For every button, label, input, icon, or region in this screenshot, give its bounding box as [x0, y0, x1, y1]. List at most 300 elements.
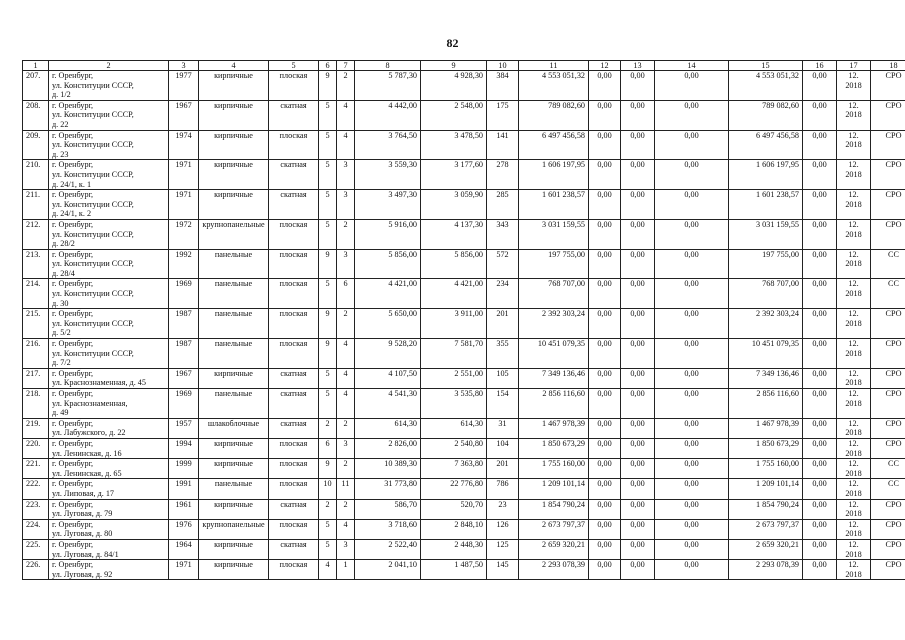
cost-local-cell: 0,00 [655, 438, 729, 458]
address-cell: г. Оренбург, ул. Краснознаменная, д. 45 [49, 368, 169, 388]
funding-method-cell: СС [871, 459, 905, 479]
year-cell: 1991 [169, 479, 199, 499]
entrances-cell: 4 [337, 339, 355, 369]
wall-material-cell: панельные [199, 339, 269, 369]
entrances-cell: 4 [337, 519, 355, 539]
roof-type-cell: плоская [269, 219, 319, 249]
total-area-cell: 4 541,30 [355, 389, 421, 419]
header-cell: 6 [319, 61, 337, 71]
cost-other-cell: 0,00 [803, 499, 837, 519]
funding-method-cell: СРО [871, 368, 905, 388]
cost-budget-cell: 0,00 [621, 438, 655, 458]
header-cell: 3 [169, 61, 199, 71]
cost-local-cell: 0,00 [655, 71, 729, 101]
cost-local-cell: 0,00 [655, 339, 729, 369]
floors-cell: 5 [319, 368, 337, 388]
year-cell: 1967 [169, 368, 199, 388]
address-cell: г. Оренбург, ул. Конституции СССР, д. 23 [49, 130, 169, 160]
address-cell: г. Оренбург, ул. Конституции СССР, д. 1/2 [49, 71, 169, 101]
total-cost-cell: 2 673 797,37 [519, 519, 589, 539]
wall-material-cell: шлакоблочные [199, 418, 269, 438]
cost-owners-cell: 1 755 160,00 [729, 459, 803, 479]
plan-date-cell: 12. 2018 [837, 309, 871, 339]
row-number-cell: 209. [23, 130, 49, 160]
plan-date-cell: 12. 2018 [837, 479, 871, 499]
plan-date-cell: 12. 2018 [837, 519, 871, 539]
row-number-cell: 224. [23, 519, 49, 539]
funding-method-cell: СРО [871, 339, 905, 369]
header-row [23, 61, 905, 71]
total-cost-cell: 1 755 160,00 [519, 459, 589, 479]
cost-fund-cell: 0,00 [589, 249, 621, 279]
address-cell: г. Оренбург, ул. Луговая, д. 84/1 [49, 539, 169, 559]
year-cell: 1969 [169, 389, 199, 419]
year-cell: 1964 [169, 539, 199, 559]
residents-cell: 31 [487, 418, 519, 438]
entrances-cell: 2 [337, 418, 355, 438]
entrances-cell: 6 [337, 279, 355, 309]
year-cell: 1957 [169, 418, 199, 438]
living-area-cell: 3 059,90 [421, 190, 487, 220]
year-cell: 1971 [169, 560, 199, 580]
header-cell: 7 [337, 61, 355, 71]
cost-local-cell: 0,00 [655, 160, 729, 190]
wall-material-cell: кирпичные [199, 560, 269, 580]
cost-fund-cell: 0,00 [589, 418, 621, 438]
roof-type-cell: скатная [269, 190, 319, 220]
row-number-cell: 214. [23, 279, 49, 309]
cost-local-cell: 0,00 [655, 560, 729, 580]
total-cost-cell: 3 031 159,55 [519, 219, 589, 249]
row-number-cell: 226. [23, 560, 49, 580]
living-area-cell: 2 848,10 [421, 519, 487, 539]
cost-local-cell: 0,00 [655, 130, 729, 160]
cost-owners-cell: 6 497 456,58 [729, 130, 803, 160]
cost-other-cell: 0,00 [803, 418, 837, 438]
plan-date-cell: 12. 2018 [837, 459, 871, 479]
plan-date-cell: 12. 2018 [837, 539, 871, 559]
cost-owners-cell: 2 659 320,21 [729, 539, 803, 559]
living-area-cell: 614,30 [421, 418, 487, 438]
row-number-cell: 215. [23, 309, 49, 339]
total-area-cell: 4 421,00 [355, 279, 421, 309]
header-cell: 5 [269, 61, 319, 71]
address-cell: г. Оренбург, ул. Луговая, д. 79 [49, 499, 169, 519]
cost-budget-cell: 0,00 [621, 459, 655, 479]
cost-fund-cell: 0,00 [589, 339, 621, 369]
funding-method-cell: СС [871, 279, 905, 309]
entrances-cell: 3 [337, 190, 355, 220]
header-cell: 9 [421, 61, 487, 71]
table-row [23, 560, 905, 580]
cost-owners-cell: 768 707,00 [729, 279, 803, 309]
total-area-cell: 5 650,00 [355, 309, 421, 339]
total-area-cell: 3 764,50 [355, 130, 421, 160]
entrances-cell: 2 [337, 219, 355, 249]
roof-type-cell: скатная [269, 499, 319, 519]
cost-other-cell: 0,00 [803, 249, 837, 279]
funding-method-cell: СРО [871, 130, 905, 160]
header-cell: 16 [803, 61, 837, 71]
cost-budget-cell: 0,00 [621, 418, 655, 438]
plan-date-cell: 12. 2018 [837, 190, 871, 220]
floors-cell: 5 [319, 130, 337, 160]
residents-cell: 145 [487, 560, 519, 580]
year-cell: 1972 [169, 219, 199, 249]
table-row [23, 389, 905, 419]
row-number-cell: 217. [23, 368, 49, 388]
wall-material-cell: кирпичные [199, 190, 269, 220]
year-cell: 1967 [169, 100, 199, 130]
floors-cell: 6 [319, 438, 337, 458]
floors-cell: 9 [319, 339, 337, 369]
entrances-cell: 2 [337, 309, 355, 339]
table-row [23, 100, 905, 130]
year-cell: 1971 [169, 190, 199, 220]
entrances-cell: 3 [337, 160, 355, 190]
address-cell: г. Оренбург, ул. Конституции СССР, д. 28/2 [49, 219, 169, 249]
total-cost-cell: 789 082,60 [519, 100, 589, 130]
cost-fund-cell: 0,00 [589, 560, 621, 580]
residents-cell: 126 [487, 519, 519, 539]
roof-type-cell: плоская [269, 560, 319, 580]
total-area-cell: 4 107,50 [355, 368, 421, 388]
residents-cell: 23 [487, 499, 519, 519]
address-cell: г. Оренбург, ул. Конституции СССР, д. 30 [49, 279, 169, 309]
total-cost-cell: 2 392 303,24 [519, 309, 589, 339]
entrances-cell: 4 [337, 100, 355, 130]
header-cell: 14 [655, 61, 729, 71]
cost-budget-cell: 0,00 [621, 339, 655, 369]
plan-date-cell: 12. 2018 [837, 71, 871, 101]
row-number-cell: 219. [23, 418, 49, 438]
floors-cell: 5 [319, 519, 337, 539]
table-row [23, 249, 905, 279]
roof-type-cell: плоская [269, 309, 319, 339]
residents-cell: 384 [487, 71, 519, 101]
table-body [23, 71, 905, 580]
page-number: 82 [446, 36, 459, 50]
floors-cell: 10 [319, 479, 337, 499]
living-area-cell: 520,70 [421, 499, 487, 519]
cost-budget-cell: 0,00 [621, 249, 655, 279]
residents-cell: 201 [487, 459, 519, 479]
cost-local-cell: 0,00 [655, 479, 729, 499]
cost-owners-cell: 7 349 136,46 [729, 368, 803, 388]
wall-material-cell: панельные [199, 479, 269, 499]
residents-cell: 572 [487, 249, 519, 279]
funding-method-cell: СРО [871, 560, 905, 580]
living-area-cell: 2 448,30 [421, 539, 487, 559]
cost-owners-cell: 1 854 790,24 [729, 499, 803, 519]
address-cell: г. Оренбург, ул. Луговая, д. 80 [49, 519, 169, 539]
header-cell: 13 [621, 61, 655, 71]
funding-method-cell: СРО [871, 219, 905, 249]
cost-fund-cell: 0,00 [589, 190, 621, 220]
table-row [23, 519, 905, 539]
row-number-cell: 218. [23, 389, 49, 419]
floors-cell: 5 [319, 190, 337, 220]
cost-other-cell: 0,00 [803, 479, 837, 499]
cost-owners-cell: 1 209 101,14 [729, 479, 803, 499]
cost-budget-cell: 0,00 [621, 71, 655, 101]
roof-type-cell: плоская [269, 339, 319, 369]
row-number-cell: 220. [23, 438, 49, 458]
year-cell: 1976 [169, 519, 199, 539]
entrances-cell: 2 [337, 459, 355, 479]
year-cell: 1971 [169, 160, 199, 190]
cost-owners-cell: 2 673 797,37 [729, 519, 803, 539]
cost-fund-cell: 0,00 [589, 499, 621, 519]
address-cell: г. Оренбург, ул. Липовая, д. 17 [49, 479, 169, 499]
year-cell: 1961 [169, 499, 199, 519]
header-cell: 15 [729, 61, 803, 71]
funding-method-cell: СРО [871, 519, 905, 539]
funding-method-cell: СРО [871, 438, 905, 458]
header-cell: 8 [355, 61, 421, 71]
cost-local-cell: 0,00 [655, 249, 729, 279]
wall-material-cell: кирпичные [199, 71, 269, 101]
cost-other-cell: 0,00 [803, 519, 837, 539]
residents-cell: 355 [487, 339, 519, 369]
address-cell: г. Оренбург, ул. Конституции СССР, д. 28/4 [49, 249, 169, 279]
living-area-cell: 3 177,60 [421, 160, 487, 190]
roof-type-cell: плоская [269, 479, 319, 499]
entrances-cell: 3 [337, 249, 355, 279]
wall-material-cell: кирпичные [199, 539, 269, 559]
cost-owners-cell: 789 082,60 [729, 100, 803, 130]
cost-local-cell: 0,00 [655, 368, 729, 388]
entrances-cell: 2 [337, 499, 355, 519]
living-area-cell: 3 478,50 [421, 130, 487, 160]
cost-fund-cell: 0,00 [589, 130, 621, 160]
roof-type-cell: плоская [269, 130, 319, 160]
residents-cell: 154 [487, 389, 519, 419]
total-area-cell: 9 528,20 [355, 339, 421, 369]
cost-local-cell: 0,00 [655, 459, 729, 479]
living-area-cell: 2 548,00 [421, 100, 487, 130]
floors-cell: 5 [319, 389, 337, 419]
total-area-cell: 3 559,30 [355, 160, 421, 190]
cost-fund-cell: 0,00 [589, 309, 621, 339]
funding-method-cell: СРО [871, 100, 905, 130]
total-area-cell: 586,70 [355, 499, 421, 519]
row-number-cell: 210. [23, 160, 49, 190]
funding-method-cell: СРО [871, 389, 905, 419]
table-row [23, 479, 905, 499]
header-cell: 4 [199, 61, 269, 71]
entrances-cell: 3 [337, 539, 355, 559]
cost-fund-cell: 0,00 [589, 479, 621, 499]
roof-type-cell: скатная [269, 539, 319, 559]
year-cell: 1999 [169, 459, 199, 479]
entrances-cell: 2 [337, 71, 355, 101]
cost-fund-cell: 0,00 [589, 438, 621, 458]
wall-material-cell: кирпичные [199, 459, 269, 479]
cost-owners-cell: 1 606 197,95 [729, 160, 803, 190]
roof-type-cell: скатная [269, 389, 319, 419]
total-cost-cell: 768 707,00 [519, 279, 589, 309]
wall-material-cell: крупнопанельные [199, 219, 269, 249]
plan-date-cell: 12. 2018 [837, 368, 871, 388]
cost-local-cell: 0,00 [655, 539, 729, 559]
wall-material-cell: крупнопанельные [199, 519, 269, 539]
cost-local-cell: 0,00 [655, 190, 729, 220]
cost-local-cell: 0,00 [655, 219, 729, 249]
plan-date-cell: 12. 2018 [837, 339, 871, 369]
living-area-cell: 1 487,50 [421, 560, 487, 580]
cost-budget-cell: 0,00 [621, 539, 655, 559]
roof-type-cell: скатная [269, 160, 319, 190]
cost-budget-cell: 0,00 [621, 160, 655, 190]
cost-budget-cell: 0,00 [621, 219, 655, 249]
roof-type-cell: скатная [269, 418, 319, 438]
total-cost-cell: 1 209 101,14 [519, 479, 589, 499]
table-row [23, 219, 905, 249]
cost-budget-cell: 0,00 [621, 309, 655, 339]
cost-other-cell: 0,00 [803, 368, 837, 388]
entrances-cell: 4 [337, 130, 355, 160]
cost-other-cell: 0,00 [803, 279, 837, 309]
total-area-cell: 31 773,80 [355, 479, 421, 499]
funding-method-cell: СРО [871, 190, 905, 220]
cost-budget-cell: 0,00 [621, 560, 655, 580]
header-cell: 18 [871, 61, 905, 71]
table-row [23, 539, 905, 559]
total-area-cell: 2 826,00 [355, 438, 421, 458]
total-area-cell: 3 718,60 [355, 519, 421, 539]
row-number-cell: 221. [23, 459, 49, 479]
header-cell: 11 [519, 61, 589, 71]
row-number-cell: 222. [23, 479, 49, 499]
roof-type-cell: плоская [269, 71, 319, 101]
residents-cell: 201 [487, 309, 519, 339]
cost-local-cell: 0,00 [655, 389, 729, 419]
total-cost-cell: 1 850 673,29 [519, 438, 589, 458]
wall-material-cell: кирпичные [199, 438, 269, 458]
plan-date-cell: 12. 2018 [837, 279, 871, 309]
total-cost-cell: 4 553 051,32 [519, 71, 589, 101]
roof-type-cell: скатная [269, 100, 319, 130]
total-area-cell: 4 442,00 [355, 100, 421, 130]
living-area-cell: 7 363,80 [421, 459, 487, 479]
cost-budget-cell: 0,00 [621, 389, 655, 419]
header-cell: 2 [49, 61, 169, 71]
plan-date-cell: 12. 2018 [837, 160, 871, 190]
plan-date-cell: 12. 2018 [837, 219, 871, 249]
living-area-cell: 4 137,30 [421, 219, 487, 249]
table-row [23, 499, 905, 519]
roof-type-cell: скатная [269, 368, 319, 388]
total-area-cell: 5 856,00 [355, 249, 421, 279]
row-number-cell: 208. [23, 100, 49, 130]
plan-date-cell: 12. 2018 [837, 100, 871, 130]
funding-method-cell: СРО [871, 160, 905, 190]
plan-date-cell: 12. 2018 [837, 499, 871, 519]
cost-other-cell: 0,00 [803, 389, 837, 419]
cost-budget-cell: 0,00 [621, 479, 655, 499]
header-cell: 17 [837, 61, 871, 71]
wall-material-cell: панельные [199, 389, 269, 419]
living-area-cell: 5 856,00 [421, 249, 487, 279]
entrances-cell: 4 [337, 389, 355, 419]
total-cost-cell: 1 606 197,95 [519, 160, 589, 190]
total-area-cell: 3 497,30 [355, 190, 421, 220]
row-number-cell: 212. [23, 219, 49, 249]
cost-other-cell: 0,00 [803, 100, 837, 130]
cost-owners-cell: 2 392 303,24 [729, 309, 803, 339]
year-cell: 1974 [169, 130, 199, 160]
header-cell: 12 [589, 61, 621, 71]
cost-local-cell: 0,00 [655, 519, 729, 539]
cost-owners-cell: 10 451 079,35 [729, 339, 803, 369]
cost-owners-cell: 1 467 978,39 [729, 418, 803, 438]
total-cost-cell: 1 467 978,39 [519, 418, 589, 438]
cost-fund-cell: 0,00 [589, 519, 621, 539]
row-number-cell: 211. [23, 190, 49, 220]
cost-local-cell: 0,00 [655, 100, 729, 130]
table-row [23, 130, 905, 160]
entrances-cell: 3 [337, 438, 355, 458]
table-row [23, 279, 905, 309]
cost-budget-cell: 0,00 [621, 100, 655, 130]
cost-local-cell: 0,00 [655, 499, 729, 519]
cost-owners-cell: 1 601 238,57 [729, 190, 803, 220]
living-area-cell: 2 540,80 [421, 438, 487, 458]
roof-type-cell: плоская [269, 519, 319, 539]
table-row [23, 71, 905, 101]
table-row [23, 418, 905, 438]
cost-fund-cell: 0,00 [589, 389, 621, 419]
cost-fund-cell: 0,00 [589, 459, 621, 479]
total-cost-cell: 2 293 078,39 [519, 560, 589, 580]
total-cost-cell: 6 497 456,58 [519, 130, 589, 160]
residents-cell: 234 [487, 279, 519, 309]
residents-cell: 141 [487, 130, 519, 160]
wall-material-cell: кирпичные [199, 368, 269, 388]
floors-cell: 9 [319, 249, 337, 279]
table-row [23, 309, 905, 339]
housing-table [22, 60, 905, 580]
cost-other-cell: 0,00 [803, 190, 837, 220]
living-area-cell: 4 421,00 [421, 279, 487, 309]
plan-date-cell: 12. 2018 [837, 418, 871, 438]
cost-owners-cell: 4 553 051,32 [729, 71, 803, 101]
floors-cell: 5 [319, 160, 337, 190]
wall-material-cell: кирпичные [199, 160, 269, 190]
address-cell: г. Оренбург, ул. Конституции СССР, д. 24/1, к. 1 [49, 160, 169, 190]
floors-cell: 5 [319, 279, 337, 309]
entrances-cell: 1 [337, 560, 355, 580]
table-row [23, 438, 905, 458]
total-cost-cell: 2 659 320,21 [519, 539, 589, 559]
address-cell: г. Оренбург, ул. Ленинская, д. 65 [49, 459, 169, 479]
cost-fund-cell: 0,00 [589, 368, 621, 388]
wall-material-cell: кирпичные [199, 130, 269, 160]
cost-other-cell: 0,00 [803, 339, 837, 369]
roof-type-cell: плоская [269, 279, 319, 309]
living-area-cell: 3 911,00 [421, 309, 487, 339]
cost-budget-cell: 0,00 [621, 499, 655, 519]
floors-cell: 5 [319, 100, 337, 130]
residents-cell: 343 [487, 219, 519, 249]
entrances-cell: 4 [337, 368, 355, 388]
cost-budget-cell: 0,00 [621, 279, 655, 309]
address-cell: г. Оренбург, ул. Краснознаменная, д. 49 [49, 389, 169, 419]
funding-method-cell: СРО [871, 309, 905, 339]
wall-material-cell: кирпичные [199, 499, 269, 519]
residents-cell: 125 [487, 539, 519, 559]
